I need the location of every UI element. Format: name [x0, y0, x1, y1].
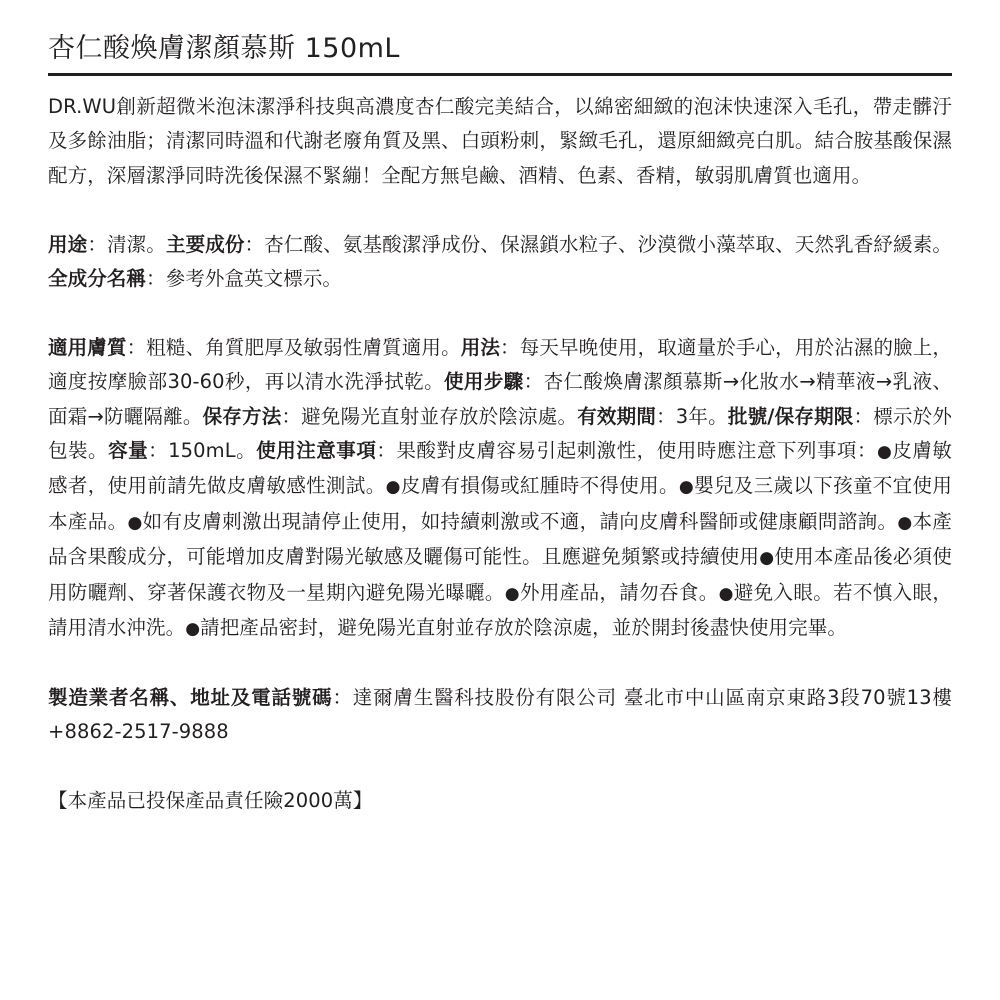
notice-text: 如有皮膚刺激出現請停止使用，如持續刺激或不適，請向皮膚科醫師或健康顧問諮詢。 — [142, 509, 898, 533]
ingredients-label: 主要成份 — [165, 232, 245, 256]
notice-item — [185, 616, 847, 639]
notice-list — [48, 439, 952, 639]
details-paragraph — [48, 331, 952, 647]
bullet-icon: ● — [718, 583, 734, 604]
product-title: 杏仁酸煥膚潔顏慕斯 150mL — [48, 33, 400, 64]
steps-value: ：杏仁酸煥膚潔顏慕斯→化妝水→精華液→乳液、面霜→防曬隔離。 — [48, 370, 952, 428]
notice-text: 外用產品，請勿吞食。 — [519, 580, 719, 604]
capacity-value: ：150mL。 — [148, 439, 257, 463]
bullet-icon: ● — [185, 619, 201, 640]
purpose-label: 用途 — [48, 232, 88, 256]
bullet-icon: ● — [385, 477, 401, 498]
notice-item — [386, 474, 679, 497]
bullet-icon: ● — [897, 512, 913, 533]
steps-label: 使用步驟 — [444, 370, 524, 394]
storage-value: ：避免陽光直射並存放於陰涼處。 — [281, 404, 578, 428]
product-description — [48, 90, 952, 818]
maker-value: ：達爾膚生醫科技股份有限公司 臺北市中山區南京東路3段70號13樓 +8862-2517-9888 — [48, 685, 953, 744]
storage-label: 保存方法 — [202, 404, 282, 428]
notice-text: 請把產品密封，避免陽光直射並存放於陰涼處，並於開封後盡快使用完畢。 — [200, 616, 847, 640]
skin-type-label: 適用膚質 — [48, 335, 127, 359]
full-ingredients-value: 參考外盒英文標示。 — [165, 267, 343, 291]
skin-type-value: ：粗糙、角質肥厚及敏弱性膚質適用。 — [126, 335, 461, 359]
purpose-value: 清潔。 — [106, 232, 166, 256]
title-divider — [48, 73, 952, 76]
full-ingredients-separator: ： — [146, 267, 166, 291]
insurance-note: 【本產品已投保產品責任險2000萬】 — [48, 789, 373, 813]
batch-label: 批號/保存期限 — [727, 404, 854, 428]
validity-label: 有效期間 — [577, 404, 657, 428]
notice-text: 嬰兒及三歲以下孩童不宜使用本產品。 — [48, 474, 952, 533]
ingredients-value: 杏仁酸、氨基酸潔淨成份、保濕鎖水粒子、沙漠微小藻萃取、天然乳香紓緩素。 — [264, 232, 952, 256]
notice-text: 本產品含果酸成分，可能增加皮膚對陽光敏感及曬傷可能性。且應避免頻繁或持續使用 — [48, 509, 953, 569]
method-label: 用法 — [460, 335, 501, 359]
bullet-icon: ● — [504, 583, 520, 604]
full-ingredients-label: 全成分名稱 — [48, 267, 147, 291]
notice-item — [127, 510, 897, 533]
notice-item — [505, 581, 719, 604]
notice-text: 使用本產品後必須使用防曬劑、穿著保護衣物及一星期內避免陽光曝曬。 — [48, 545, 952, 604]
ingredients-separator: ： — [244, 232, 265, 256]
notice-intro: ：果酸對皮膚容易引起刺激性，使用時應注意下列事項： — [376, 439, 877, 463]
bullet-icon: ● — [876, 442, 893, 463]
maker-label: 製造業者名稱、地址及電話號碼 — [48, 685, 333, 709]
bullet-icon: ● — [759, 548, 775, 569]
notice-text: 避免入眼。若不慎入眼，請用清水沖洗。 — [48, 580, 952, 640]
notice-label: 使用注意事項 — [256, 439, 377, 463]
bullet-icon: ● — [127, 512, 143, 533]
maker-paragraph — [48, 681, 952, 750]
validity-value: ：3年。 — [656, 404, 728, 428]
usage-paragraph — [48, 228, 952, 297]
notice-text: 皮膚敏感者，使用前請先做皮膚敏感性測試。 — [48, 439, 952, 498]
bullet-icon: ● — [678, 477, 695, 498]
notice-text: 皮膚有損傷或紅腫時不得使用。 — [400, 474, 679, 498]
purpose-separator: ： — [87, 232, 107, 256]
method-value: ：每天早晚使用，取適量於手心，用於沾濕的臉上，適度按摩臉部30-60秒，再以清水洗淨拭乾。 — [48, 335, 953, 394]
capacity-label: 容量 — [108, 439, 149, 463]
batch-value: ：標示於外包裝。 — [48, 404, 952, 463]
intro-paragraph: DR.WU創新超微米泡沫潔淨科技與高濃度杏仁酸完美結合，以綿密細緻的泡沫快速深入毛孔，帶走髒汙及多餘油脂；清潔同時溫和代謝老廢角質及黑、白頭粉刺，緊緻毛孔，還原細緻亮白肌。結合胺基酸保濕配方，深層潔淨同時洗後保濕不緊繃！全配方無皂鹼、酒精、色素、香精，敏弱肌膚質也適用。 — [48, 95, 952, 187]
